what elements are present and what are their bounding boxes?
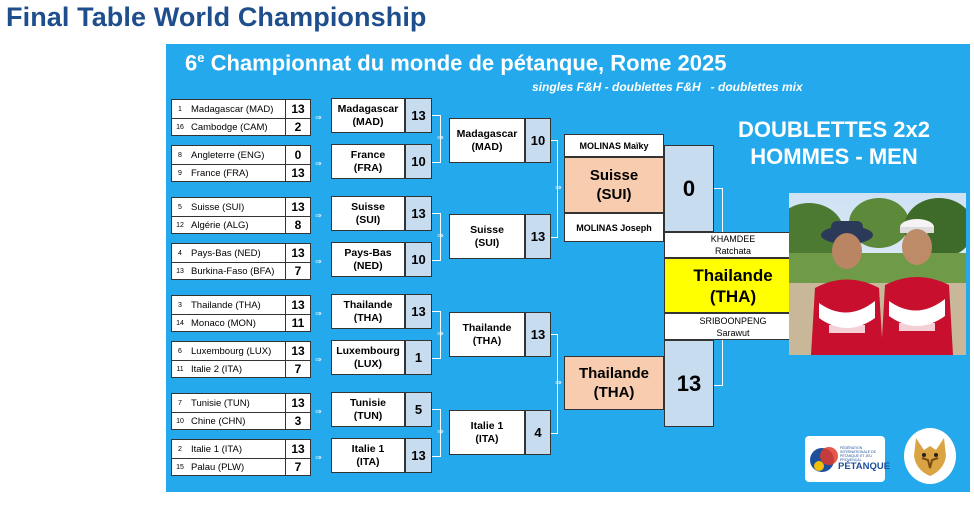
round-3-team-label (471, 420, 504, 446)
team-score: 13 (285, 198, 310, 216)
team-name: France (350, 148, 386, 161)
advance-arrow-icon: ⇒ (437, 133, 444, 142)
final-bottom-team-name: Thailande (578, 365, 649, 382)
seed-number: 5 (178, 203, 182, 211)
champions-photo (789, 193, 966, 355)
seed-number: 3 (178, 301, 182, 309)
team-code: (ITA) (475, 432, 499, 445)
round-3-score: 4 (525, 410, 551, 455)
wolf-emblem-graphic (904, 428, 956, 484)
team-code: (ITA) (356, 455, 380, 468)
champion-player-1 (664, 232, 802, 258)
page-title: Final Table World Championship (6, 2, 427, 32)
team-name: Tunisie (350, 396, 386, 409)
seed-number: 16 (176, 123, 184, 131)
team-code: (MAD) (352, 115, 384, 128)
fipjp-logo-small-text: FÉDÉRATION INTERNATIONALE DE PÉTANQUE ET JEU PROVENÇAL (840, 446, 876, 462)
champion-player-1-first: Ratchata (714, 246, 751, 256)
team-name: Suisse (351, 200, 385, 213)
final-bottom-team (564, 356, 664, 410)
round-1-entry (172, 216, 310, 234)
seed-number: 9 (178, 169, 182, 177)
advance-arrow-icon: ⇒ (315, 257, 322, 266)
round-2-team-label (351, 149, 385, 175)
seed-number: 13 (176, 267, 184, 275)
team-name: Pays-Bas (344, 246, 392, 259)
team-code: (THA) (353, 311, 383, 324)
team-score: 2 (285, 118, 310, 136)
round-3-team-label (457, 128, 518, 154)
round-3-team (449, 410, 525, 455)
final-bottom-score: 13 (664, 340, 714, 427)
advance-arrow-icon: ⇒ (315, 211, 322, 220)
heading-text: Championnat du monde de pétanque, Rome 2025 (204, 50, 727, 76)
team-name: Italie 1 (ITA) (191, 443, 243, 455)
team-name: Italie 2 (ITA) (191, 363, 243, 375)
team-name: Suisse (470, 223, 504, 236)
round-1-entry (172, 146, 310, 165)
team-name: Palau (PLW) (191, 461, 245, 473)
round-2-team (331, 438, 405, 473)
advance-arrow-icon: ⇒ (437, 231, 444, 240)
team-code: (LUX) (354, 357, 382, 370)
seed-number: 2 (178, 445, 182, 453)
team-name: Luxembourg (LUX) (191, 345, 272, 357)
final-top-team-name: Suisse (589, 167, 639, 184)
team-score: 13 (285, 394, 310, 412)
round-1-entry (172, 342, 310, 361)
seed-number: 15 (176, 463, 184, 471)
team-name: Madagascar (337, 102, 399, 115)
round-1-match (171, 393, 311, 430)
round-1-entry (172, 164, 310, 182)
round-3-score: 13 (525, 312, 551, 357)
team-score: 13 (285, 296, 310, 314)
round-2-team (331, 196, 405, 231)
champions-photo-image (789, 193, 966, 355)
advance-arrow-icon: ⇒ (315, 355, 322, 364)
team-code: (NED) (353, 259, 383, 272)
team-code: (SUI) (474, 236, 500, 249)
team-name: Italie 1 (470, 419, 504, 432)
team-name: Angleterre (ENG) (191, 149, 265, 161)
team-name: Burkina-Faso (BFA) (191, 265, 275, 277)
round-2-score: 13 (405, 294, 432, 329)
advance-arrow-icon: ⇒ (315, 159, 322, 168)
team-score: 13 (285, 100, 310, 118)
team-score: 13 (285, 342, 310, 360)
team-name: Thailande (462, 321, 512, 334)
team-score: 7 (285, 360, 310, 378)
team-name: France (FRA) (191, 167, 249, 179)
round-1-match (171, 145, 311, 182)
advance-arrow-icon: ⇒ (437, 427, 444, 436)
team-name: Suisse (SUI) (191, 201, 245, 213)
team-name: Italie 1 (351, 442, 385, 455)
champion-team (664, 258, 802, 313)
team-score: 7 (285, 262, 310, 280)
round-1-entry (172, 100, 310, 119)
seed-number: 7 (178, 399, 182, 407)
round-2-team-label (336, 345, 400, 371)
team-code: (SUI) (355, 213, 381, 226)
round-3-team (449, 312, 525, 357)
final-top-player-1: MOLINAS Maïky (564, 134, 664, 157)
seed-number: 14 (176, 319, 184, 327)
team-name: Tunisie (TUN) (191, 397, 250, 409)
team-name: Luxembourg (336, 344, 400, 357)
team-name: Pays-Bas (NED) (191, 247, 261, 259)
advance-arrow-icon: ⇒ (315, 309, 322, 318)
round-2-team-label (338, 103, 399, 129)
heading-ordinal-suffix: e (197, 50, 205, 65)
round-2-score: 13 (405, 438, 432, 473)
team-name: Monaco (MON) (191, 317, 256, 329)
round-1-match (171, 243, 311, 280)
round-2-team-label (350, 397, 386, 423)
round-3-team (449, 118, 525, 163)
team-score: 3 (285, 412, 310, 430)
round-3-team (449, 214, 525, 259)
champion-player-2 (664, 313, 802, 340)
team-name: Algérie (ALG) (191, 219, 249, 231)
seed-number: 1 (178, 105, 182, 113)
round-2-team (331, 340, 405, 375)
round-1-match (171, 197, 311, 234)
round-2-score: 5 (405, 392, 432, 427)
poster-heading (185, 50, 726, 76)
heading-ordinal: 6 (185, 50, 198, 76)
team-score: 7 (285, 458, 310, 476)
category-line-2: HOMMES - MEN (750, 144, 918, 169)
final-top-team-code: (SUI) (596, 186, 632, 203)
round-2-team (331, 294, 405, 329)
advance-arrow-icon: ⇒ (555, 378, 562, 387)
round-3-team-label (462, 322, 511, 348)
round-2-team (331, 98, 405, 133)
team-name: Madagascar (456, 127, 518, 140)
team-score: 13 (285, 440, 310, 458)
round-2-team-label (352, 443, 385, 469)
seed-number: 12 (176, 221, 184, 229)
seed-number: 4 (178, 249, 182, 257)
round-2-team-label (344, 247, 391, 273)
final-bottom-team-code: (THA) (593, 384, 635, 401)
round-1-entry (172, 360, 310, 378)
round-1-entry (172, 412, 310, 430)
round-1-match (171, 99, 311, 136)
round-1-entry (172, 118, 310, 136)
category-title (704, 116, 964, 170)
team-code: (FRA) (353, 161, 383, 174)
round-2-team-label (343, 299, 392, 325)
advance-arrow-icon: ⇒ (315, 113, 322, 122)
champion-team-code: (THA) (709, 286, 757, 306)
round-1-entry (172, 440, 310, 459)
category-line-1: DOUBLETTES 2x2 (738, 117, 930, 142)
champion-team-name: Thailande (693, 265, 773, 285)
champion-player-2-first: Sarawut (716, 327, 750, 338)
team-name: Cambodge (CAM) (191, 121, 268, 133)
round-1-entry (172, 262, 310, 280)
team-score: 0 (285, 146, 310, 164)
round-1-entry (172, 244, 310, 263)
team-name: Thailande (THA) (191, 299, 261, 311)
round-2-team (331, 392, 405, 427)
round-1-match (171, 341, 311, 378)
final-top-team (564, 157, 664, 213)
round-2-team-label (351, 201, 385, 227)
wolf-emblem-logo (904, 428, 956, 484)
round-2-score: 10 (405, 144, 432, 179)
round-1-entry (172, 394, 310, 413)
final-top-score: 0 (664, 145, 714, 232)
advance-arrow-icon: ⇒ (315, 453, 322, 462)
team-score: 8 (285, 216, 310, 234)
fipjp-logo (805, 436, 891, 482)
team-code: (MAD) (471, 140, 503, 153)
fipjp-logo-text: PÉTANQUE (838, 461, 891, 472)
advance-arrow-icon: ⇒ (315, 407, 322, 416)
champion-player-1-last: KHAMDEE (710, 234, 756, 244)
seed-number: 11 (176, 365, 184, 373)
team-name: Thailande (343, 298, 393, 311)
team-score: 11 (285, 314, 310, 332)
round-1-entry (172, 458, 310, 476)
round-1-entry (172, 198, 310, 217)
round-3-score: 10 (525, 118, 551, 163)
round-2-score: 13 (405, 98, 432, 133)
round-3-team-label (470, 224, 504, 250)
round-1-entry (172, 296, 310, 315)
round-2-score: 13 (405, 196, 432, 231)
team-score: 13 (285, 244, 310, 262)
team-name: Chine (CHN) (191, 415, 246, 427)
advance-arrow-icon: ⇒ (555, 183, 562, 192)
round-2-score: 1 (405, 340, 432, 375)
poster-subheading: singles F&H - doublettes F&H - doublettes mix (532, 80, 803, 94)
seed-number: 10 (176, 417, 184, 425)
advance-arrow-icon: ⇒ (437, 329, 444, 338)
seed-number: 6 (178, 347, 182, 355)
team-name: Madagascar (MAD) (191, 103, 274, 115)
round-3-score: 13 (525, 214, 551, 259)
round-2-team (331, 242, 405, 277)
round-2-score: 10 (405, 242, 432, 277)
round-1-match (171, 295, 311, 332)
team-code: (TUN) (353, 409, 383, 422)
seed-number: 8 (178, 151, 182, 159)
champion-player-2-last: SRIBOONPENG (699, 315, 767, 326)
team-code: (THA) (472, 334, 502, 347)
final-top-player-2: MOLINAS Joseph (564, 213, 664, 242)
round-1-entry (172, 314, 310, 332)
round-1-match (171, 439, 311, 476)
round-2-team (331, 144, 405, 179)
team-score: 13 (285, 164, 310, 182)
